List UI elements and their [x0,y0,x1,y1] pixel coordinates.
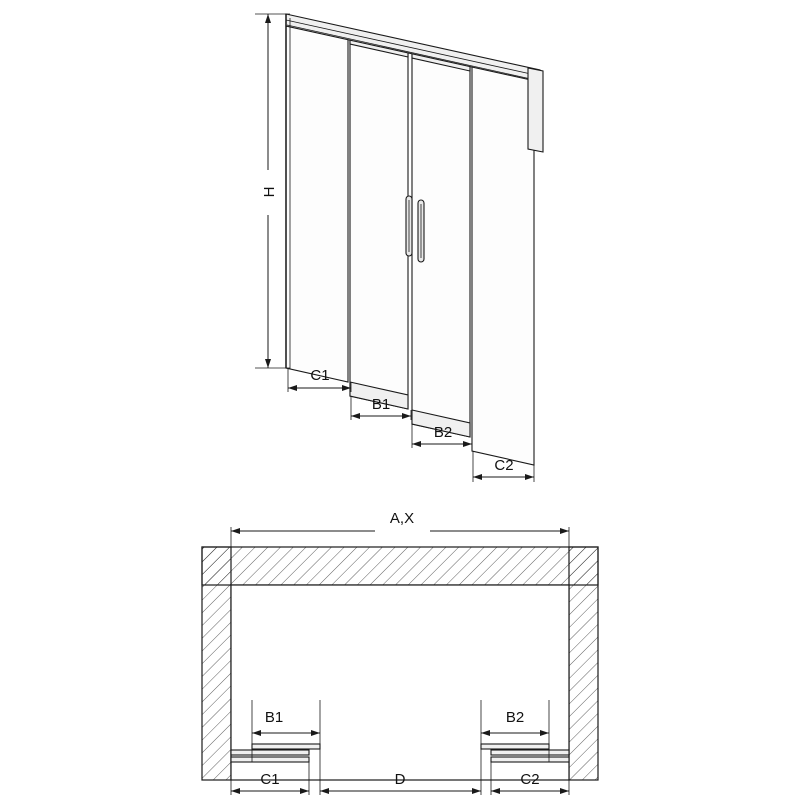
front-panel-b1 [350,36,408,409]
dimension-height [255,14,290,368]
label-front-c2: C2 [494,457,514,474]
front-panel-c1 [286,22,348,382]
front-panel-c2 [472,64,534,465]
front-elevation-view [255,14,543,482]
label-front-b2: B2 [433,424,453,441]
label-height: H [261,186,278,198]
label-plan-c2: C2 [520,771,540,788]
label-plan-d: D [394,771,406,788]
label-front-b1: B1 [371,396,391,413]
door-handle-left[interactable] [406,196,412,256]
label-front-c1: C1 [310,367,330,384]
door-handle-right[interactable] [418,200,424,262]
label-overall-width: A,X [389,510,415,527]
label-plan-b1: B1 [264,709,284,726]
top-plan-view [202,510,598,795]
label-plan-c1: C1 [260,771,280,788]
label-plan-b2: B2 [505,709,525,726]
